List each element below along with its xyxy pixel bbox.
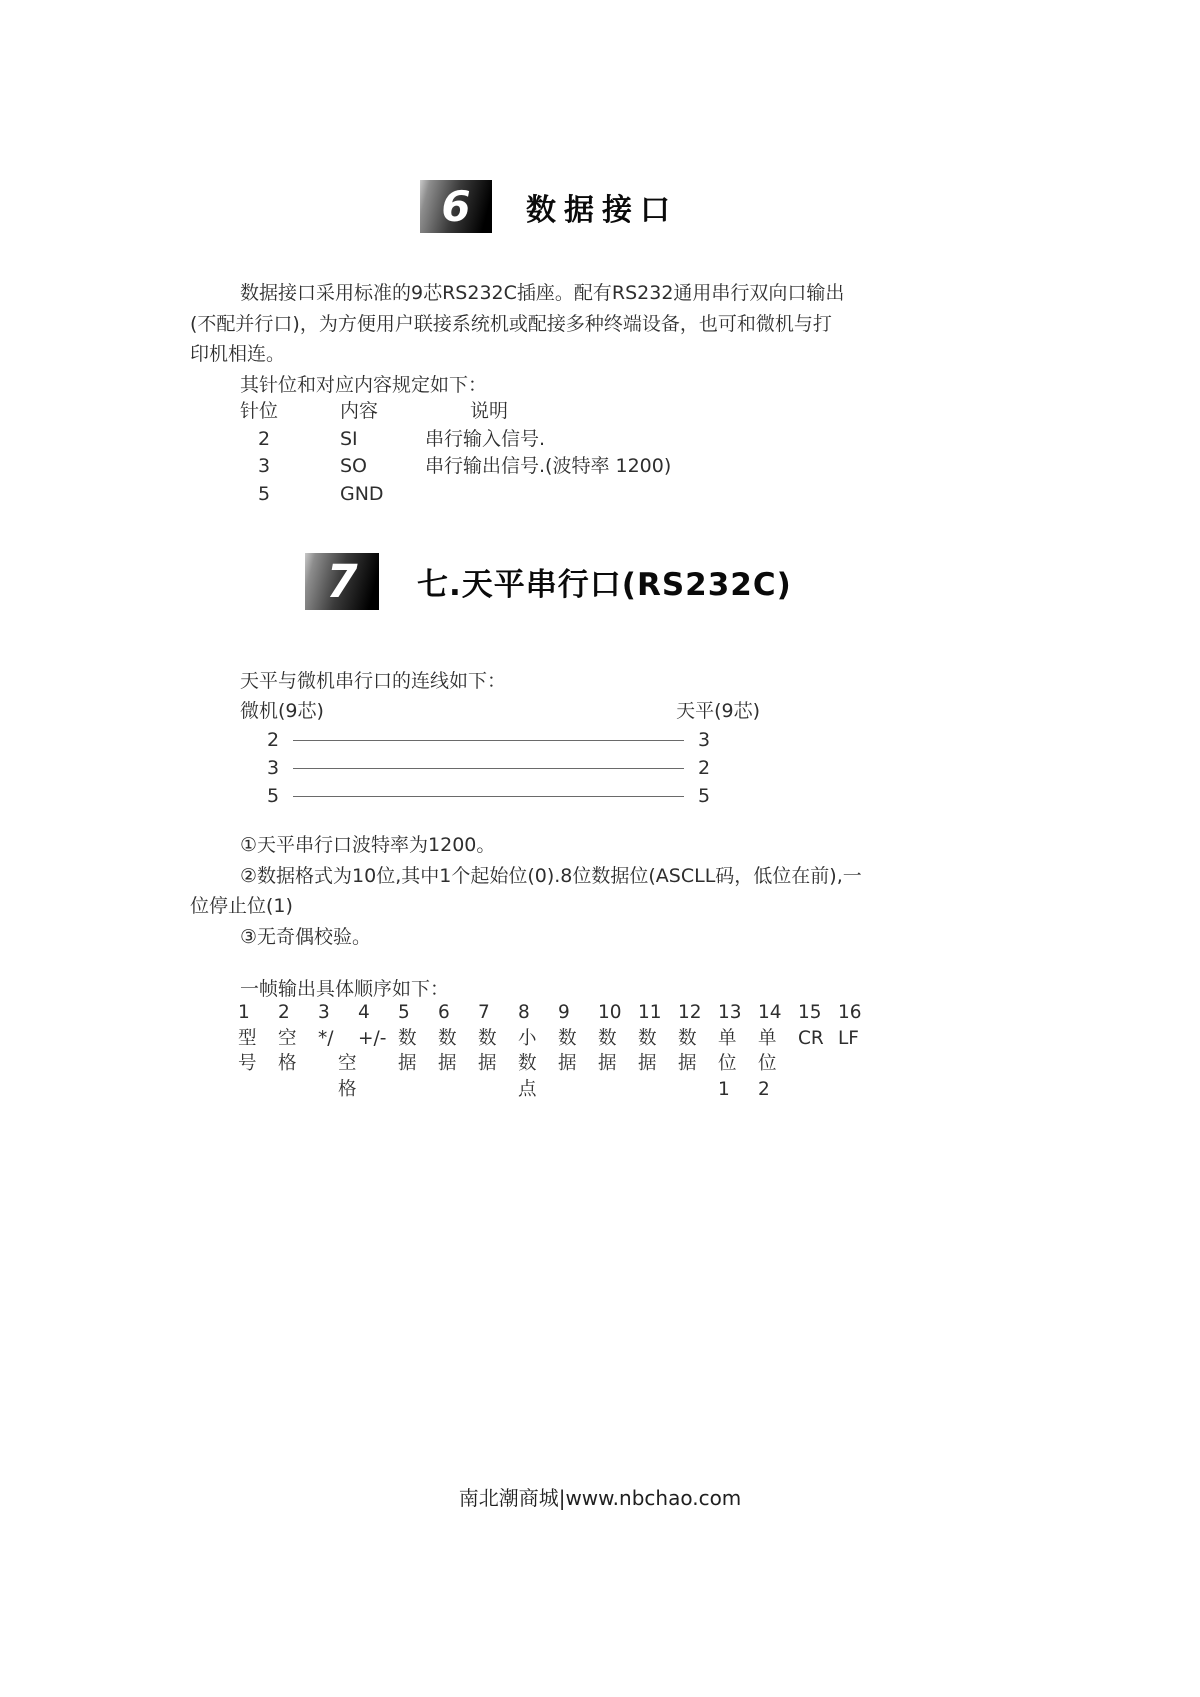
frame-col-number: 4 (358, 1002, 370, 1023)
pin-content: GND (340, 482, 384, 505)
frame-column (838, 1000, 878, 1102)
frame-col-char: 单 (718, 1027, 737, 1049)
wiring-to-pin: 2 (697, 757, 711, 779)
wiring-diagram (240, 696, 760, 810)
pin-content: SO (340, 455, 368, 477)
footer-watermark: 南北潮商城|www.nbchao.com (458, 1486, 742, 1510)
frame-col-char (838, 1051, 878, 1077)
frame-col-char: 1 (718, 1078, 730, 1100)
pin-table (240, 398, 671, 508)
frame-col-number: 16 (838, 1002, 862, 1023)
frame-col-char (798, 1051, 838, 1077)
frame-col-number: 2 (278, 1002, 290, 1023)
paragraph-line: 数据接口采用标准的9芯RS232C插座。配有RS232通用串行双向口输出 (240, 282, 845, 304)
wiring-to-pin: 3 (697, 729, 711, 751)
frame-column (478, 1000, 518, 1102)
wiring-left-label: 微机(9芯) (240, 700, 324, 722)
frame-column (518, 1000, 558, 1102)
frame-col-char: 数 (518, 1053, 537, 1074)
wiring-to-pin: 5 (697, 785, 711, 807)
frame-col-char (558, 1077, 598, 1103)
wiring-from-pin: 5 (266, 785, 280, 807)
frame-col-number: 3 (318, 1002, 330, 1023)
pin-number: 5 (258, 482, 271, 505)
wiring-labels (240, 696, 760, 726)
frame-column (238, 1000, 278, 1102)
frame-col-char: 数 (638, 1027, 657, 1049)
pin-table-header-pin: 针位 (240, 400, 279, 422)
frame-column (358, 1000, 398, 1102)
frame-col-number: 14 (758, 1002, 782, 1023)
wire-line (293, 796, 684, 797)
frame-col-char: 号 (238, 1053, 257, 1074)
frame-col-char: 格 (338, 1078, 357, 1100)
wiring-from-pin: 3 (266, 757, 280, 779)
paragraph-line: 印机相连。 (190, 343, 286, 365)
frame-col-char: 据 (598, 1053, 617, 1074)
frame-col-char: 据 (678, 1053, 697, 1074)
frame-col-char: 位 (758, 1053, 777, 1074)
frame-col-number: 12 (678, 1002, 702, 1023)
section6-header (420, 180, 678, 233)
frame-column (718, 1000, 758, 1102)
frame-col-char: 小 (518, 1027, 537, 1049)
frame-col-number: 6 (438, 1002, 450, 1023)
frame-col-char (638, 1077, 678, 1103)
frame-column (398, 1000, 438, 1102)
frame-col-char: 据 (398, 1053, 417, 1074)
frame-col-char: 型 (238, 1027, 257, 1049)
note-line: 位停止位(1) (190, 895, 293, 917)
section6-title: 数据接口 (526, 192, 678, 228)
pin-desc: 串行输出信号.(波特率 1200) (425, 455, 672, 477)
frame-col-char (398, 1077, 438, 1103)
wire-line (293, 768, 684, 769)
frame-col-char: LF (838, 1027, 859, 1049)
frame-col-char: 数 (678, 1027, 697, 1049)
frame-col-char: 据 (558, 1053, 577, 1074)
frame-col-char: 格 (278, 1053, 297, 1074)
frame-col-char (838, 1077, 878, 1103)
frame-column (438, 1000, 478, 1102)
frame-col-char: 空 (278, 1027, 297, 1049)
pin-number: 2 (258, 427, 271, 450)
frame-col-char: 据 (438, 1053, 457, 1074)
frame-col-number: 15 (798, 1002, 822, 1023)
wiring-intro: 天平与微机串行口的连线如下： (240, 670, 507, 692)
pin-table-header-content: 内容 (340, 400, 379, 422)
frame-col-char (678, 1077, 718, 1103)
paragraph-line: 其针位和对应内容规定如下： (240, 373, 488, 396)
frame-col-char: 位 (718, 1053, 737, 1074)
table-row (240, 481, 671, 509)
pin-table-header-desc: 说明 (470, 400, 509, 422)
frame-column (278, 1000, 318, 1102)
section7-header (305, 553, 792, 610)
pin-desc: 串行输入信号. (425, 427, 546, 450)
frame-col-char (278, 1077, 318, 1103)
frame-col-char (798, 1077, 838, 1103)
frame-col-char: 单 (758, 1027, 777, 1049)
frame-column (678, 1000, 718, 1102)
frame-col-char: 据 (478, 1053, 497, 1074)
frame-column (638, 1000, 678, 1102)
frame-col-char (478, 1077, 518, 1103)
frame-col-number: 11 (638, 1002, 662, 1023)
note-line: ②数据格式为10位,其中1个起始位(0).8位数据位(ASCLL码，低位在前),一 (240, 864, 862, 887)
table-row (240, 453, 671, 481)
frame-col-char: +/- (358, 1027, 387, 1049)
wiring-right-label: 天平(9芯) (676, 700, 760, 722)
frame-col-number: 7 (478, 1002, 490, 1023)
frame-sequence-table (238, 1000, 878, 1102)
pin-desc (425, 481, 671, 509)
frame-col-char: 数 (558, 1027, 577, 1049)
section7-number-badge: 7 (305, 553, 379, 610)
frame-col-char: 空 (338, 1053, 357, 1074)
note-line: ③无奇偶校验。 (240, 925, 372, 948)
frame-col-char: 数 (478, 1027, 497, 1049)
frame-col-number: 5 (398, 1002, 410, 1023)
frame-col-char: 数 (438, 1027, 457, 1049)
frame-col-char (358, 1051, 398, 1077)
wire-line (293, 740, 684, 741)
section6-paragraph (190, 278, 910, 400)
frame-col-char (238, 1077, 278, 1103)
pin-content: SI (340, 427, 358, 450)
frame-col-char: 2 (758, 1078, 770, 1100)
frame-col-char: 数 (598, 1027, 617, 1049)
frame-column (758, 1000, 798, 1102)
frame-intro: 一帧输出具体顺序如下： (240, 978, 450, 1000)
frame-col-number: 13 (718, 1002, 742, 1023)
pin-number: 3 (258, 455, 271, 477)
frame-col-char: 据 (638, 1053, 657, 1074)
wiring-row (240, 782, 760, 810)
frame-col-number: 10 (598, 1002, 622, 1023)
paragraph-line: (不配并行口)，为方便用户联接系统机或配接多种终端设备，也可和微机与打 (190, 312, 832, 335)
frame-col-char (358, 1077, 398, 1103)
frame-col-number: 9 (558, 1002, 570, 1023)
section6-number-badge: 6 (420, 180, 492, 233)
frame-col-char: 数 (398, 1027, 417, 1049)
table-row (240, 426, 671, 454)
frame-col-char: 点 (518, 1078, 537, 1100)
wiring-from-pin: 2 (266, 729, 280, 751)
frame-col-char (598, 1077, 638, 1103)
note-line: ①天平串行口波特率为1200。 (240, 834, 496, 856)
section7-title: 七.天平串行口(RS232C) (417, 567, 792, 603)
frame-col-number: 1 (238, 1002, 250, 1023)
frame-column (798, 1000, 838, 1102)
frame-col-char: CR (798, 1027, 824, 1049)
frame-col-number: 8 (518, 1002, 530, 1023)
frame-column (558, 1000, 598, 1102)
wiring-row (240, 754, 760, 782)
frame-col-char: */ (318, 1027, 334, 1049)
pin-table-header-row (240, 398, 671, 426)
serial-port-notes (190, 830, 910, 952)
frame-col-char (438, 1077, 478, 1103)
frame-column (598, 1000, 638, 1102)
frame-column (318, 1000, 358, 1102)
wiring-row (240, 726, 760, 754)
